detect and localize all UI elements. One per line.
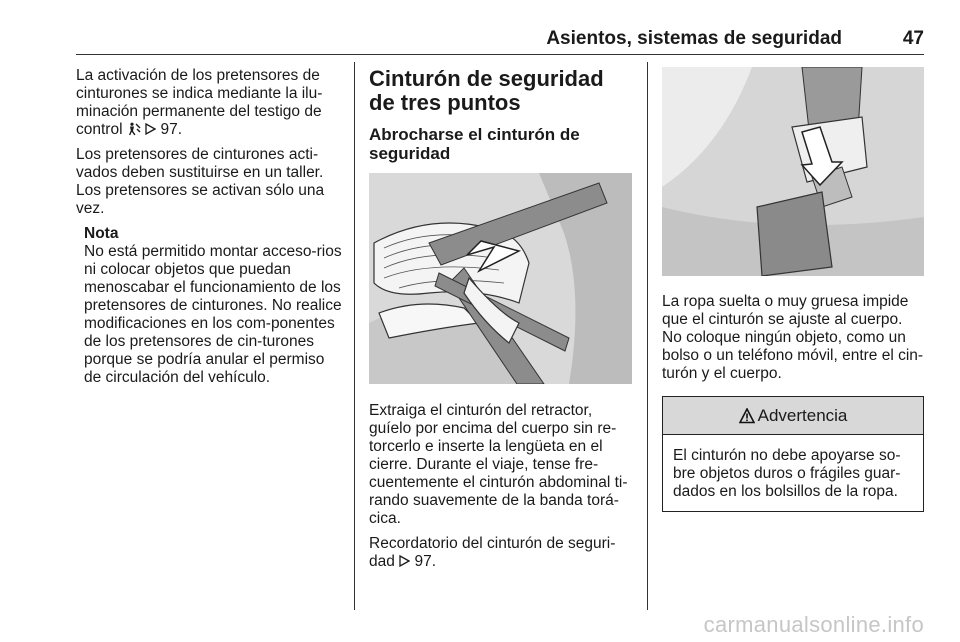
page-number: 47	[902, 28, 924, 49]
fastening-instructions-paragraph: Extraiga el cinturón del retractor, guíelo por encima del cuerpo sin re-torcerlo e inserte la lengüeta en el cierre. Durante el viaje, tense fre-cuentemente el cinturón abdominal ti-rando suavemente de la banda torá-cica.	[369, 402, 628, 527]
loose-clothing-paragraph: La ropa suelta o muy gruesa impide que el cinturón se ajuste al cuerpo. No coloque ningún objeto, como un bolso o un teléfono móvil, entre el cin-turón y el cuerpo.	[662, 293, 924, 382]
fasten-belt-illustration	[369, 173, 632, 384]
belt-reminder-page-ref[interactable]: 97.	[414, 553, 437, 570]
warning-box	[662, 396, 924, 512]
buckle-illustration	[662, 67, 924, 276]
belt-reminder-text: Recordatorio del cinturón de seguri-dad	[369, 535, 616, 570]
warning-text: El cinturón no debe apoyarse so-bre objetos duros o frágiles guar-dados en los bolsillos de la ropa.	[673, 447, 901, 500]
page-reference-arrow-icon	[399, 555, 410, 567]
note-label: Nota	[84, 225, 119, 242]
page-header	[76, 28, 924, 52]
column-divider-1	[354, 62, 355, 610]
subsection-heading: Abrocharse el cinturón de seguridad	[369, 125, 580, 163]
header-rule	[76, 54, 924, 55]
page-reference-arrow-icon	[145, 123, 156, 135]
column-3	[662, 67, 924, 512]
pretensioner-replacement-paragraph: Los pretensores de cinturones acti-vados deben sustituirse en un taller. Los pretensores se activan sólo una vez.	[76, 146, 325, 217]
pretensioner-warning-light-icon	[127, 122, 141, 136]
note-text: No está permitido montar acceso-rios ni colocar objetos que puedan menoscabar el funcionamiento de los pretensores de cinturones. No realice modificaciones en los com-ponentes de los pretensores de cin-turones porque se podría anular el permiso de circulación del vehículo.	[84, 243, 342, 386]
pretensioner-activation-paragraph	[76, 67, 344, 139]
warning-header	[663, 397, 923, 435]
column-divider-2	[647, 62, 648, 610]
watermark: carmanualsonline.info	[703, 612, 924, 637]
warning-title: Advertencia	[757, 405, 848, 425]
page-title: Asientos, sistemas de seguridad	[546, 28, 842, 49]
activation-text: La activación de los pretensores de cinturones se indica mediante la ilu-minación permanente del testigo de control	[76, 67, 323, 138]
section-heading: Cinturón de seguridad de tres puntos	[369, 66, 604, 115]
warning-triangle-icon	[739, 408, 755, 424]
activation-page-ref[interactable]: 97.	[160, 121, 183, 138]
belt-reminder-paragraph	[369, 535, 635, 571]
column-2	[369, 67, 635, 578]
column-1	[76, 67, 344, 387]
note-block	[76, 225, 344, 387]
